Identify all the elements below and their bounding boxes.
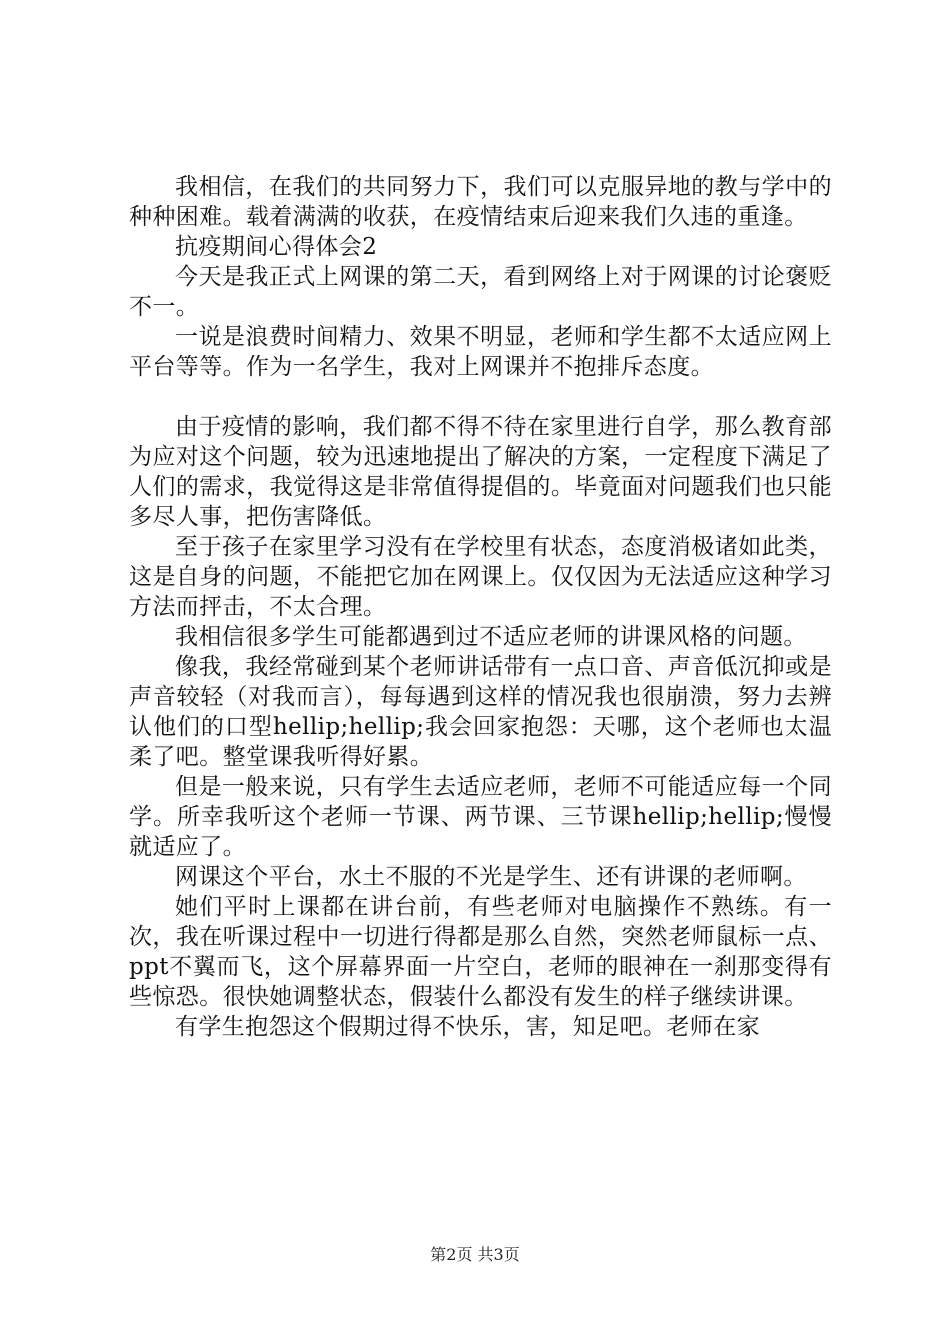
section-heading: 抗疫期间心得体会2 bbox=[175, 234, 378, 260]
paragraph: 一说是浪费时间精力、效果不明显，老师和学生都不太适应网上平台等等。作为一名学生，我对上网课并不抱排斥态度。 bbox=[129, 324, 832, 380]
paragraph: 她们平时上课都在讲台前，有些老师对电脑操作不熟练。有一次，我在听课过程中一切进行得都是那么自然，突然老师鼠标一点、ppt不翼而飞，这个屏幕界面一片空白，老师的眼神在一刹那变得有些惊恐。很快她调整状态，假装什么都没有发生的样子继续讲课。 bbox=[129, 894, 832, 1010]
page-number-footer: 第2页 共3页 bbox=[430, 1245, 520, 1264]
paragraph: 我相信，在我们的共同努力下，我们可以克服异地的教与学中的种种困难。载着满满的收获，在疫情结束后迎来我们久违的重逢。 bbox=[129, 174, 832, 230]
document-body bbox=[129, 172, 832, 1042]
paragraph: 网课这个平台，水土不服的不光是学生、还有讲课的老师啊。 bbox=[175, 864, 807, 890]
paragraph: 由于疫情的影响，我们都不得不待在家里进行自学，那么教育部为应对这个问题，较为迅速地提出了解决的方案，一定程度下满足了人们的需求，我觉得这是非常值得提倡的。毕竟面对问题我们也只能多尽人事，把伤害降低。 bbox=[129, 414, 832, 530]
paragraph: 像我，我经常碰到某个老师讲话带有一点口音、声音低沉抑或是声音较轻（对我而言），每每遇到这样的情况我也很崩溃，努力去辨认他们的口型hellip;hellip;我会回家抱怨：天哪，这个老师也太温柔了吧。整堂课我听得好累。 bbox=[129, 654, 832, 770]
paragraph: 今天是我正式上网课的第二天，看到网络上对于网课的讨论褒贬不一。 bbox=[129, 264, 832, 320]
paragraph: 至于孩子在家里学习没有在学校里有状态，态度消极诸如此类，这是自身的问题，不能把它加在网课上。仅仅因为无法适应这种学习方法而抨击，不太合理。 bbox=[129, 534, 832, 620]
paragraph: 我相信很多学生可能都遇到过不适应老师的讲课风格的问题。 bbox=[175, 624, 807, 650]
paragraph: 但是一般来说，只有学生去适应老师，老师不可能适应每一个同学。所幸我听这个老师一节课、两节课、三节课hellip;hellip;慢慢就适应了。 bbox=[129, 774, 832, 860]
paragraph: 有学生抱怨这个假期过得不快乐，害，知足吧。老师在家 bbox=[175, 1014, 760, 1040]
